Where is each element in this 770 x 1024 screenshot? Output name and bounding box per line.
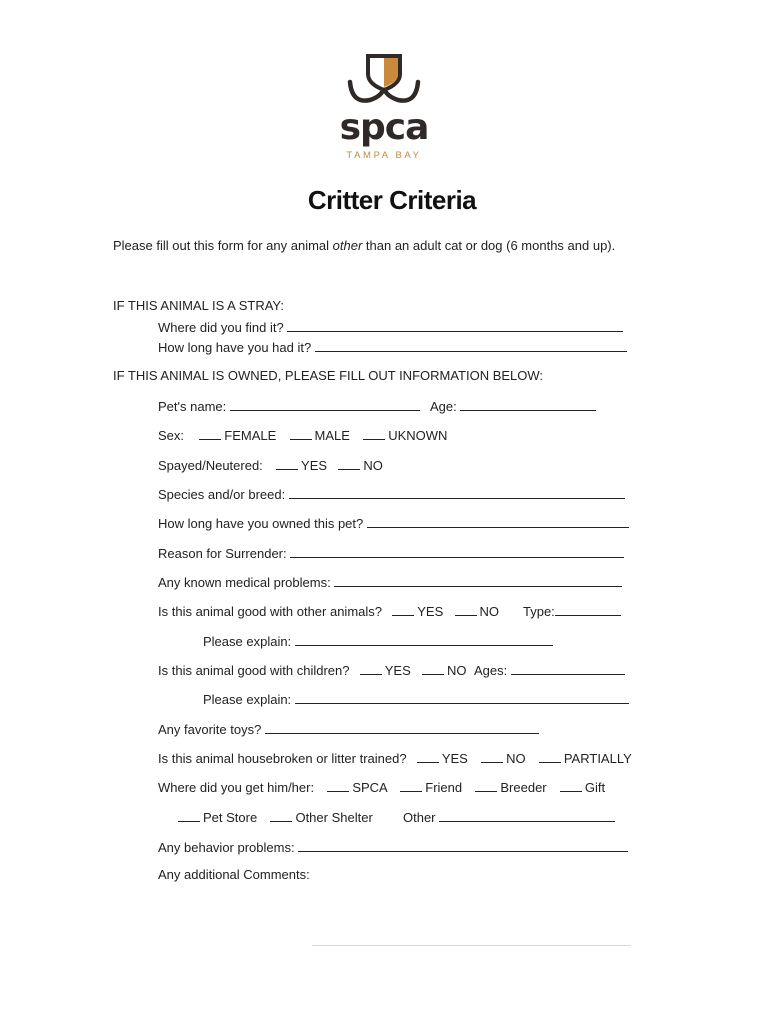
gift-blank[interactable] — [560, 778, 582, 792]
spayed-label: Spayed/Neutered: — [158, 458, 263, 473]
type-row — [523, 602, 621, 619]
spayed-no-option: NO — [363, 458, 383, 473]
animals-yes-option: YES — [417, 604, 444, 619]
housebroken-partially-option: PARTIALLY — [563, 751, 632, 766]
children-explain-label: Please explain: — [203, 692, 292, 707]
pet-store-option: Pet Store — [203, 810, 258, 825]
other-shelter-option: Other Shelter — [295, 810, 373, 825]
unknown-blank[interactable] — [363, 426, 385, 440]
children-explain-row — [203, 690, 629, 707]
good-animals-label: Is this animal good with other animals? — [158, 604, 383, 619]
where-get-row-2 — [178, 808, 373, 825]
owned-heading: IF THIS ANIMAL IS OWNED, PLEASE FILL OUT INFORMATION BELOW: — [113, 368, 544, 383]
children-no-blank[interactable] — [422, 661, 444, 675]
species-field[interactable] — [289, 485, 625, 499]
logo-wordmark: spca — [339, 107, 429, 148]
age-field[interactable] — [460, 397, 596, 411]
pet-name-row — [158, 397, 420, 414]
sex-label: Sex: — [158, 428, 185, 443]
medical-label: Any known medical problems: — [158, 575, 331, 590]
pet-store-blank[interactable] — [178, 808, 200, 822]
ages-field[interactable] — [511, 661, 625, 675]
housebroken-yes-option: YES — [441, 751, 468, 766]
female-option: FEMALE — [224, 428, 277, 443]
type-field[interactable] — [555, 602, 621, 616]
behavior-row — [158, 838, 628, 855]
animals-explain-row — [203, 632, 553, 649]
good-animals-row — [158, 602, 499, 619]
page-title: Critter Criteria — [307, 185, 477, 215]
owned-how-long-label: How long have you owned this pet? — [158, 516, 364, 531]
had-row — [158, 338, 627, 355]
spca-blank[interactable] — [327, 778, 349, 792]
housebroken-yes-blank[interactable] — [417, 749, 439, 763]
stray-heading: IF THIS ANIMAL IS A STRAY: — [113, 298, 284, 313]
friend-option: Friend — [425, 780, 463, 795]
spayed-row — [158, 456, 383, 473]
male-blank[interactable] — [290, 426, 312, 440]
surrender-label: Reason for Surrender: — [158, 546, 287, 561]
spca-logo — [338, 50, 430, 162]
had-label: How long have you had it? — [158, 340, 312, 355]
other-row — [403, 808, 615, 825]
had-field[interactable] — [315, 338, 627, 352]
behavior-label: Any behavior problems: — [158, 840, 295, 855]
medical-row — [158, 573, 622, 590]
surrender-field[interactable] — [290, 544, 624, 558]
friend-blank[interactable] — [400, 778, 422, 792]
type-label: Type: — [523, 604, 555, 619]
breeder-blank[interactable] — [475, 778, 497, 792]
housebroken-row — [158, 749, 632, 766]
housebroken-label: Is this animal housebroken or litter trained? — [158, 751, 407, 766]
age-label: Age: — [430, 399, 457, 414]
pet-name-field[interactable] — [230, 397, 420, 411]
logo-subtitle: TAMPA BAY — [346, 150, 422, 161]
where-get-row — [158, 778, 605, 795]
found-row — [158, 318, 623, 335]
species-label: Species and/or breed: — [158, 487, 286, 502]
other-shelter-blank[interactable] — [270, 808, 292, 822]
comments-label: Any additional Comments: — [158, 867, 310, 882]
housebroken-no-blank[interactable] — [481, 749, 503, 763]
surrender-row — [158, 544, 624, 561]
intro-text — [113, 238, 615, 253]
children-no-option: NO — [447, 663, 467, 678]
where-get-label: Where did you get him/her: — [158, 780, 315, 795]
breeder-option: Breeder — [500, 780, 547, 795]
unknown-option: UKNOWN — [388, 428, 448, 443]
good-children-row — [158, 661, 467, 678]
female-blank[interactable] — [199, 426, 221, 440]
dog-shield-icon — [338, 50, 430, 110]
housebroken-no-option: NO — [506, 751, 526, 766]
spayed-no-blank[interactable] — [338, 456, 360, 470]
bottom-divider — [312, 945, 631, 946]
good-children-label: Is this animal good with children? — [158, 663, 350, 678]
children-yes-blank[interactable] — [360, 661, 382, 675]
ages-row — [474, 661, 625, 678]
other-field[interactable] — [439, 808, 615, 822]
animals-explain-label: Please explain: — [203, 634, 292, 649]
gift-option: Gift — [584, 780, 606, 795]
children-yes-option: YES — [384, 663, 411, 678]
male-option: MALE — [314, 428, 350, 443]
animals-explain-field[interactable] — [295, 632, 553, 646]
owned-how-long-row — [158, 514, 629, 531]
other-label: Other — [403, 810, 436, 825]
found-field[interactable] — [287, 318, 623, 332]
owned-how-long-field[interactable] — [367, 514, 629, 528]
animals-no-option: NO — [479, 604, 500, 619]
housebroken-partially-blank[interactable] — [539, 749, 561, 763]
intro-emphasis: other — [332, 238, 363, 253]
toys-row — [158, 720, 539, 737]
ages-label: Ages: — [474, 663, 508, 678]
toys-field[interactable] — [265, 720, 539, 734]
pet-name-label: Pet's name: — [158, 399, 227, 414]
intro-before: Please fill out this form for any animal — [113, 238, 333, 253]
animals-no-blank[interactable] — [455, 602, 477, 616]
found-label: Where did you find it? — [158, 320, 284, 335]
spayed-yes-blank[interactable] — [276, 456, 298, 470]
age-row — [430, 397, 596, 414]
toys-label: Any favorite toys? — [158, 722, 262, 737]
intro-after: than an adult cat or dog (6 months and up). — [362, 238, 616, 253]
children-explain-field[interactable] — [295, 690, 629, 704]
behavior-field[interactable] — [298, 838, 628, 852]
sex-row — [158, 426, 447, 443]
spca-option: SPCA — [352, 780, 388, 795]
medical-field[interactable] — [334, 573, 622, 587]
species-row — [158, 485, 625, 502]
animals-yes-blank[interactable] — [392, 602, 414, 616]
spayed-yes-option: YES — [301, 458, 328, 473]
